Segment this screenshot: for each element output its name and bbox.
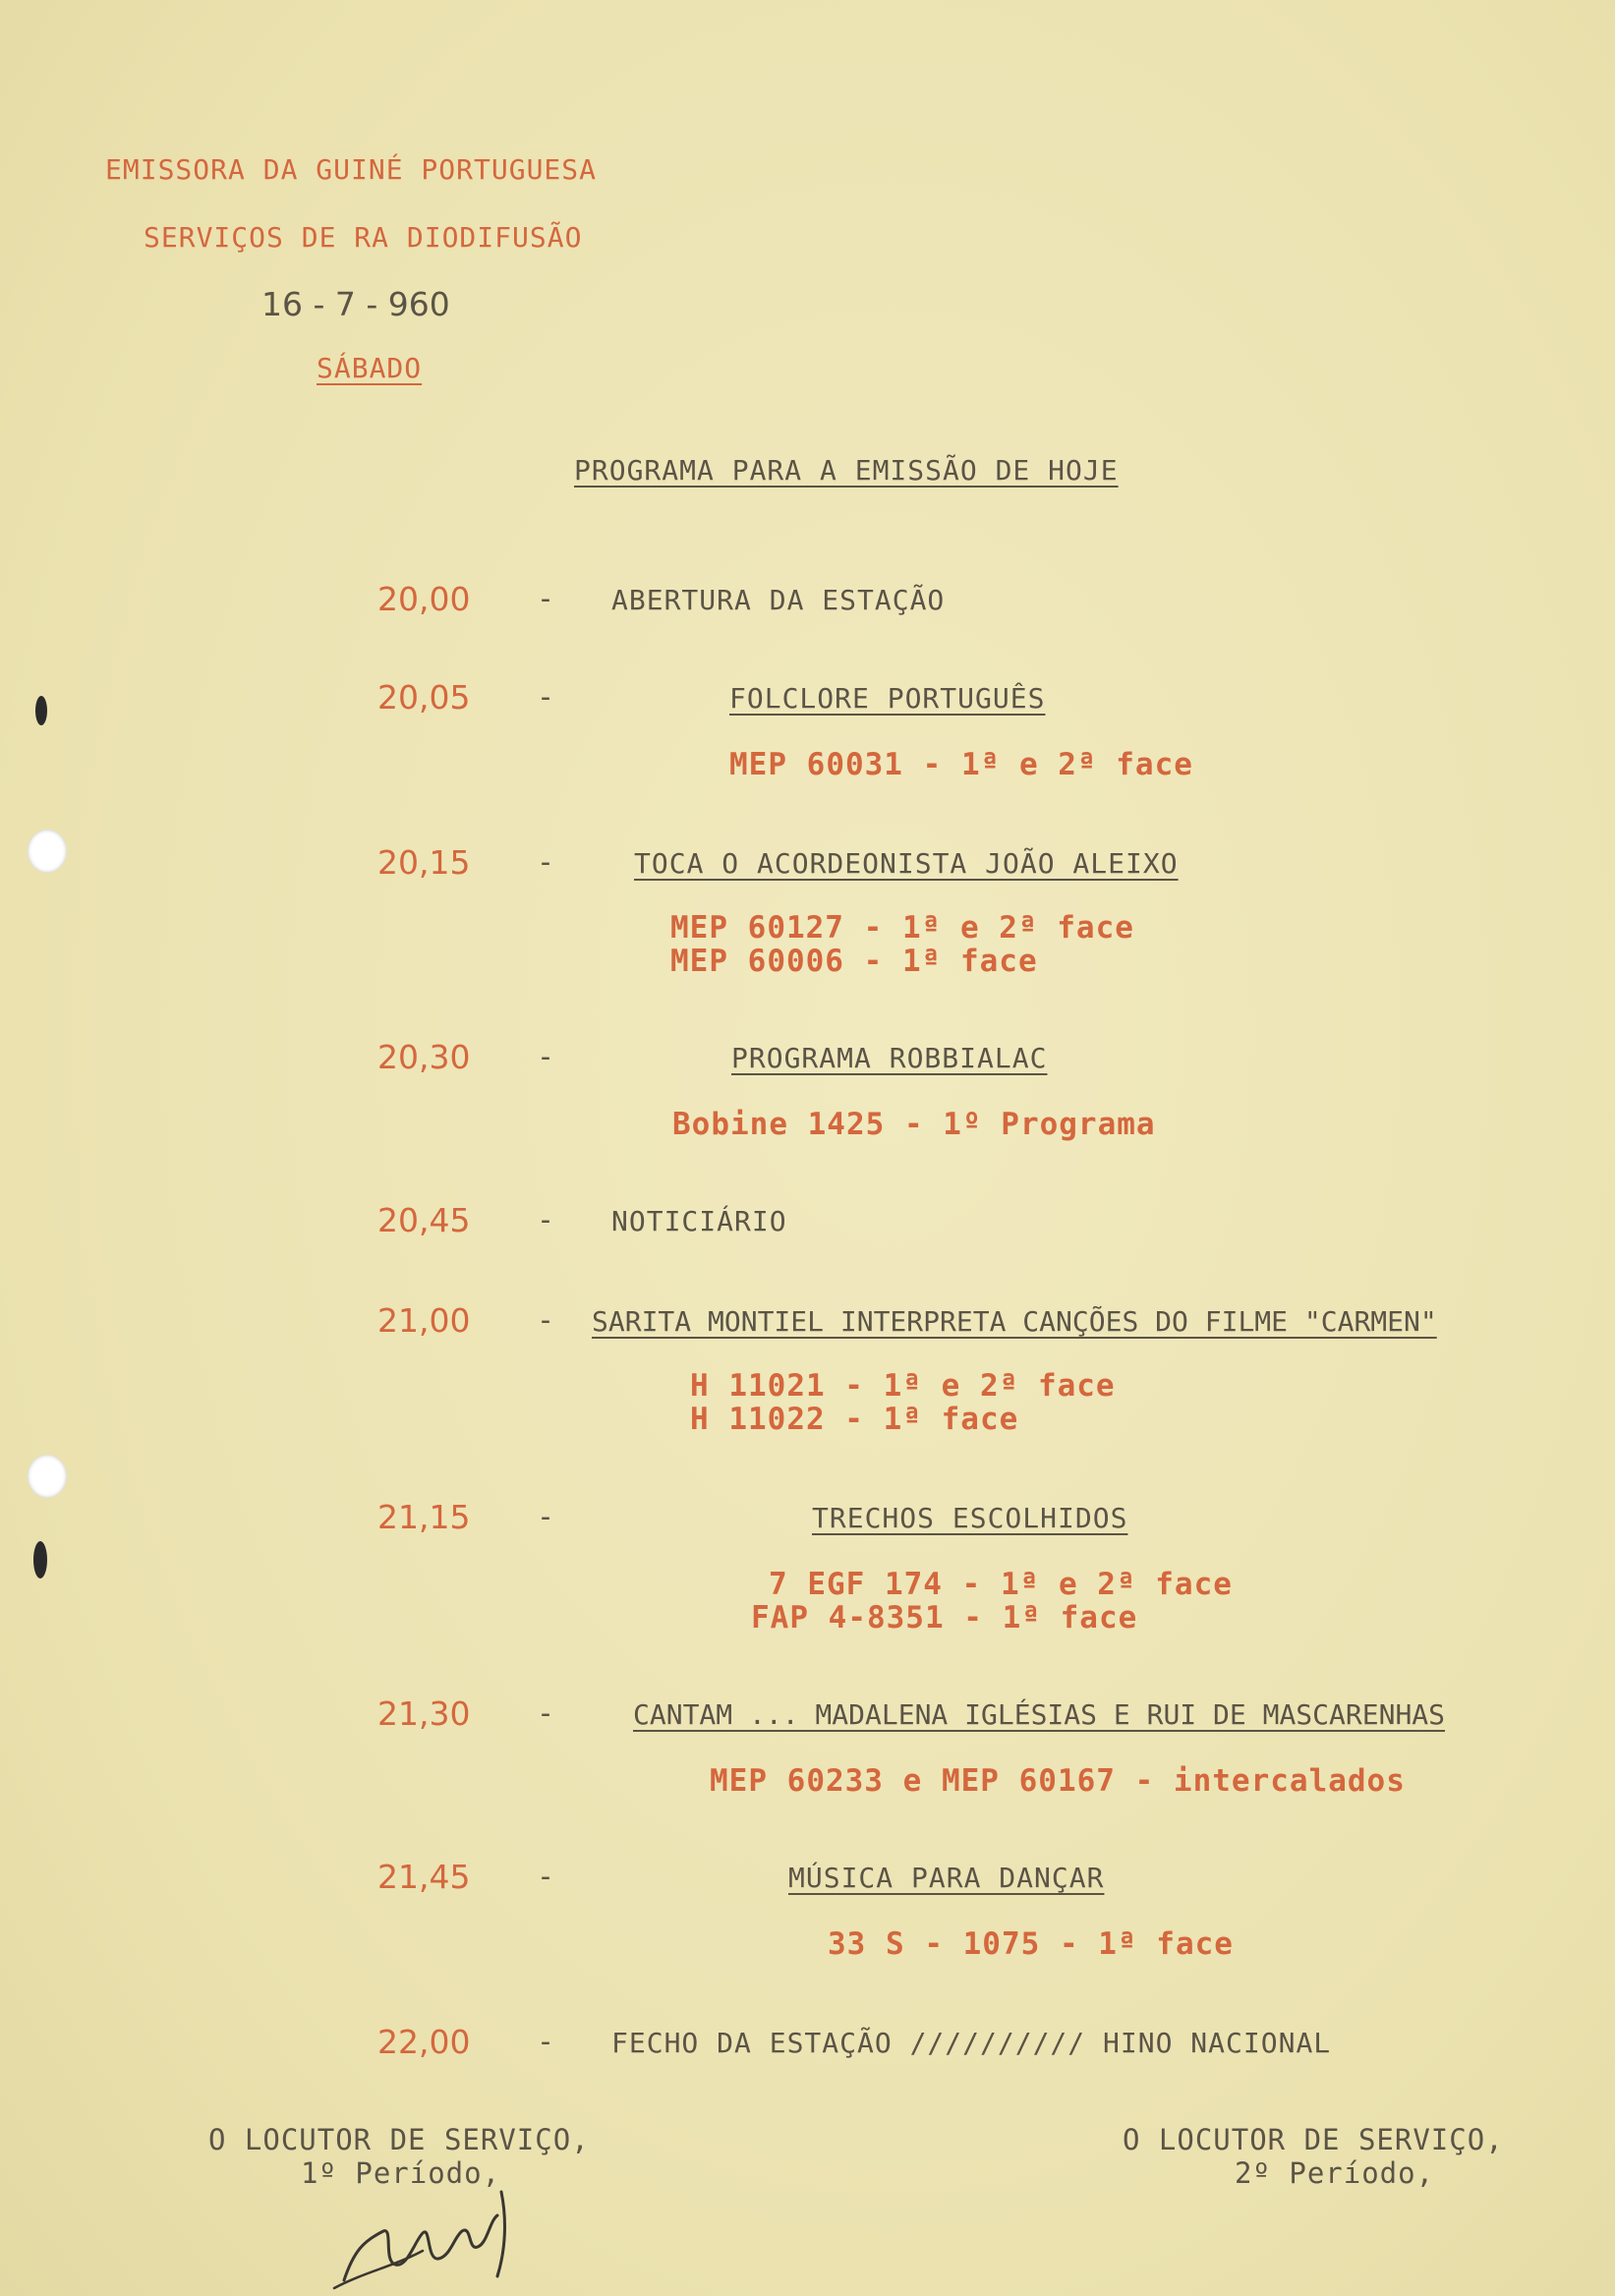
punch-hole-bottom [28, 1455, 67, 1498]
schedule-time: 20,00 [377, 580, 471, 618]
record-reference: MEP 60006 - 1ª face [670, 944, 1038, 979]
record-reference: H 11021 - 1ª e 2ª face [690, 1368, 1116, 1404]
record-reference: FAP 4-8351 - 1ª face [751, 1600, 1138, 1636]
schedule-separator: - [537, 1203, 555, 1237]
signature-left-period: 1º Período, [301, 2156, 501, 2190]
record-reference: Bobine 1425 - 1º Programa [672, 1107, 1156, 1142]
ink-mark [35, 696, 47, 725]
schedule-separator: - [537, 680, 555, 715]
schedule-title: ABERTURA DA ESTAÇÃO [611, 584, 946, 616]
weekday: SÁBADO [317, 352, 423, 384]
record-reference: H 11022 - 1ª face [690, 1402, 1019, 1437]
program-title: PROGRAMA PARA A EMISSÃO DE HOJE [574, 454, 1119, 487]
schedule-title: TRECHOS ESCOLHIDOS [812, 1502, 1128, 1534]
schedule-title: SARITA MONTIEL INTERPRETA CANÇÕES DO FILME "CARMEN" [592, 1305, 1437, 1338]
schedule-separator: - [537, 1040, 555, 1074]
schedule-title: MÚSICA PARA DANÇAR [788, 1862, 1105, 1894]
schedule-time: 20,30 [377, 1038, 471, 1076]
schedule-time: 20,05 [377, 678, 471, 717]
signature-right-period: 2º Período, [1235, 2156, 1435, 2190]
schedule-title: NOTICIÁRIO [611, 1205, 787, 1237]
schedule-time: 20,45 [377, 1201, 471, 1239]
schedule-separator: - [537, 2025, 555, 2059]
record-reference: MEP 60127 - 1ª e 2ª face [670, 910, 1134, 946]
punch-hole-top [28, 830, 67, 873]
schedule-time: 21,00 [377, 1301, 471, 1340]
schedule-time: 21,45 [377, 1858, 471, 1896]
schedule-separator: - [537, 1500, 555, 1534]
ink-mark [33, 1541, 47, 1578]
schedule-title: FECHO DA ESTAÇÃO ////////// HINO NACIONAL [611, 2027, 1332, 2059]
schedule-time: 21,15 [377, 1498, 471, 1536]
schedule-time: 22,00 [377, 2023, 471, 2061]
schedule-separator: - [537, 582, 555, 616]
record-reference: 33 S - 1075 - 1ª face [828, 1926, 1234, 1962]
schedule-separator: - [537, 1860, 555, 1894]
schedule-title: PROGRAMA ROBBIALAC [731, 1042, 1048, 1074]
schedule-title: CANTAM ... MADALENA IGLÉSIAS E RUI DE MASCARENHAS [633, 1698, 1446, 1731]
station-name: EMISSORA DA GUINÉ PORTUGUESA [105, 153, 598, 186]
schedule-separator: - [537, 845, 555, 880]
record-reference: 7 EGF 174 - 1ª e 2ª face [769, 1567, 1233, 1602]
record-reference: MEP 60031 - 1ª e 2ª face [729, 747, 1193, 782]
signature-right-role: O LOCUTOR DE SERVIÇO, [1123, 2123, 1504, 2156]
schedule-title: TOCA O ACORDEONISTA JOÃO ALEIXO [634, 847, 1179, 880]
signature-left-role: O LOCUTOR DE SERVIÇO, [208, 2123, 590, 2156]
schedule-time: 20,15 [377, 843, 471, 882]
schedule-separator: - [537, 1696, 555, 1731]
handwritten-signature [324, 2182, 541, 2296]
schedule-separator: - [537, 1303, 555, 1338]
record-reference: MEP 60233 e MEP 60167 - intercalados [710, 1763, 1406, 1799]
broadcast-date: 16 - 7 - 960 [261, 285, 450, 323]
service-name: SERVIÇOS DE RA DIODIFUSÃO [144, 221, 583, 254]
schedule-title: FOLCLORE PORTUGUÊS [729, 682, 1046, 715]
schedule-time: 21,30 [377, 1694, 471, 1733]
